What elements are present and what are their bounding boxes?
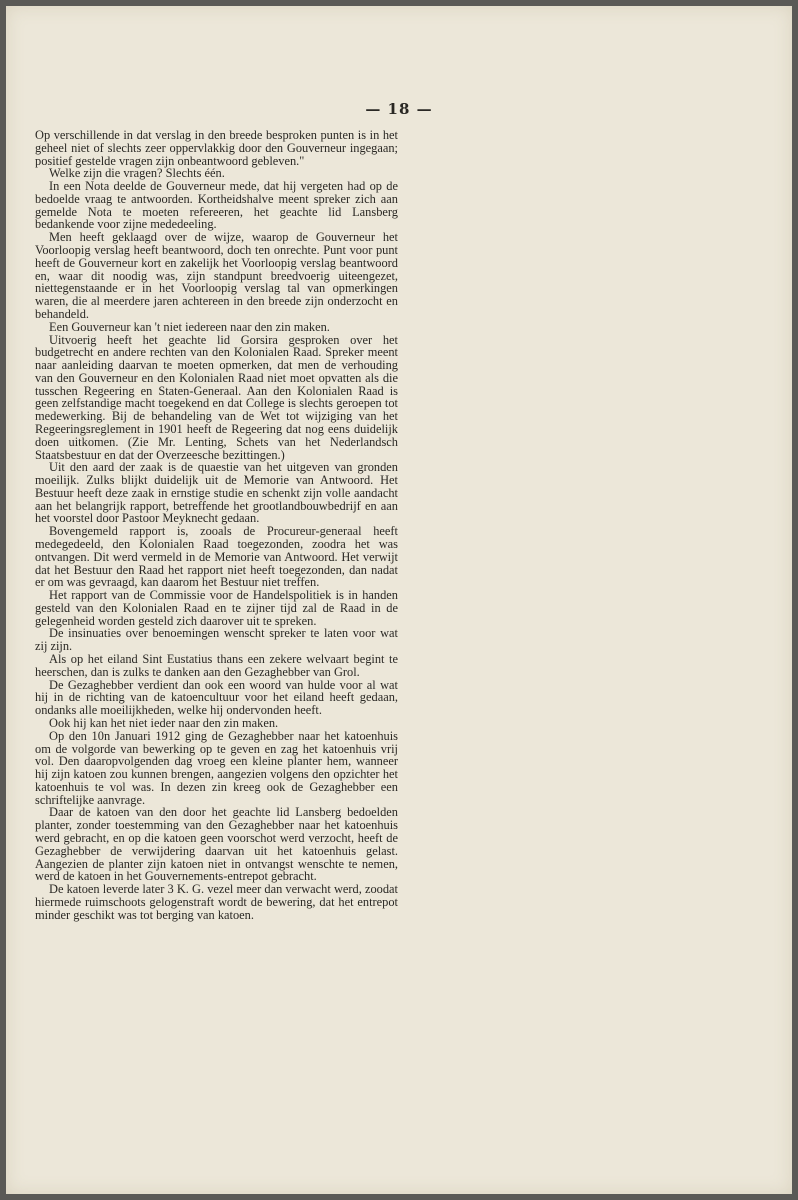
body-text (35, 129, 398, 921)
paragraph: Daar de katoen van den door het geachte lid Lansberg bedoelden planter, zonder toestemming van den Gezaghebber naar het katoenhuis werd gebracht, en op die katoen geen voorschot werd verzocht, heeft de Gezaghebber de verwijdering daarvan uit het katoenhuis gelast. Aangezien de planter zijn katoen niet in ontvangst wenschte te nemen, werd de katoen in het Gouvernements-entrepot gebracht. (35, 805, 398, 884)
paragraph: De insinuaties over benoemingen wenscht spreker te laten voor wat zij zijn. (35, 626, 398, 654)
paragraph: Bovengemeld rapport is, zooals de Procureur-generaal heeft medegedeeld, den Kolonialen Raad toegezonden, zoodra het was ontvangen. Dit werd vermeld in de Memorie van Antwoord. Het verwijt dat het Bestuur den Raad het rapport niet heeft toegezonden, dan nadat er om was gevraagd, kan daarom het Bestuur niet treffen. (35, 524, 398, 590)
paragraph: De katoen leverde later 3 K. G. vezel meer dan verwacht werd, zoodat hiermede ruimschoots gelogenstraft wordt de bewering, dat het entrepot minder geschikt was tot berging van katoen. (35, 882, 398, 922)
page-number: — 18 — (365, 100, 433, 118)
paragraph: Als op het eiland Sint Eustatius thans een zekere welvaart begint te heerschen, dan is zulks te danken aan den Gezaghebber van Grol. (35, 652, 398, 679)
paragraph: Uit den aard der zaak is de quaestie van het uitgeven van gronden moeilijk. Zulks blijkt duidelijk uit de Memorie van Antwoord. Het Bestuur heeft deze zaak in ernstige studie en schenkt zijn volle aandacht aan het belangrijk rapport, betreffende het grootlandbouwbedrijf en aan het voorstel door Pastoor Meyknecht gedaan. (35, 460, 398, 526)
paragraph: De Gezaghebber verdient dan ook een woord van hulde voor al wat hij in de richting van de katoencultuur voor het eiland heeft gedaan, ondanks alle moeilijkheden, welke hij ondervonden heeft. (35, 677, 398, 718)
paragraph: Ook hij kan het niet ieder naar den zin maken. (49, 715, 279, 730)
paragraph: Welke zijn die vragen? Slechts één. (49, 166, 225, 181)
paragraph: Uitvoerig heeft het geachte lid Gorsira gesproken over het budgetrecht en andere rechten van den Kolonialen Raad. Spreker meent naar aanleiding daarvan te moeten opmerken, dat men de verhouding van den Gouverneur en den Kolonialen Raad niet moet opvatten als die tusschen Regeering en Staten-Generaal. Aan den Kolonialen Raad is geen zelfstandige macht toegekend en dat College is slechts geroepen tot medewerking. Bij de behandeling van de Wet tot wijziging van het Regeeringsreglement in 1901 heeft de Regeering dat nog eens duidelijk doen uitkomen. (Zie Mr. Lenting, Schets van het Nederlandsch Staatsbestuur en dat der Overzeesche bezittingen.) (35, 332, 398, 462)
paragraph: Op verschillende in dat verslag in den breede besproken punten is in het geheel niet of slechts zeer oppervlakkig door den Gouverneur ingegaan; positief gestelde vragen zijn onbeantwoord gebleven." (35, 128, 398, 168)
document-page (6, 6, 792, 1194)
paragraph: Op den 10n Januari 1912 ging de Gezaghebber naar het katoenhuis om de volgorde van bewerking op te geven en zag het katoenhuis vrij vol. Den daaropvolgenden dag vroeg een kleine planter hem, wanneer hij zijn katoen zou kunnen brengen, aangezien volgens den opzichter het katoenhuis te vol was. In dezen zin kreeg ook de Gezaghebber een schriftelijke aanvrage. (35, 728, 398, 807)
paragraph: Men heeft geklaagd over de wijze, waarop de Gouverneur het Voorloopig verslag heeft beantwoord, doch ten onrechte. Punt voor punt heeft de Gouverneur kort en zakelijk het Voorloopig verslag beantwoord en, waar dit noodig was, zijn standpunt breedvoerig uiteengezet, niettegenstaande er in het Voorloopig verslag tal van opmerkingen waren, die al meerdere jaren achtereen in den breede zijn onderzocht en behandeld. (35, 230, 398, 321)
paragraph: In een Nota deelde de Gouverneur mede, dat hij vergeten had op de bedoelde vraag te antwoorden. Kortheidshalve meent spreker zich aan gemelde Nota te moeten refereeren, het geachte lid Lansberg bedankende voor zijne mededeeling. (35, 179, 398, 232)
paragraph: Een Gouverneur kan 't niet iedereen naar den zin maken. (49, 319, 330, 334)
paragraph: Het rapport van de Commissie voor de Handelspolitiek is in handen gesteld van den Kolonialen Raad en te zijner tijd zal de Raad in de gelegenheid worden gesteld zich daarover uit te spreken. (35, 588, 398, 628)
